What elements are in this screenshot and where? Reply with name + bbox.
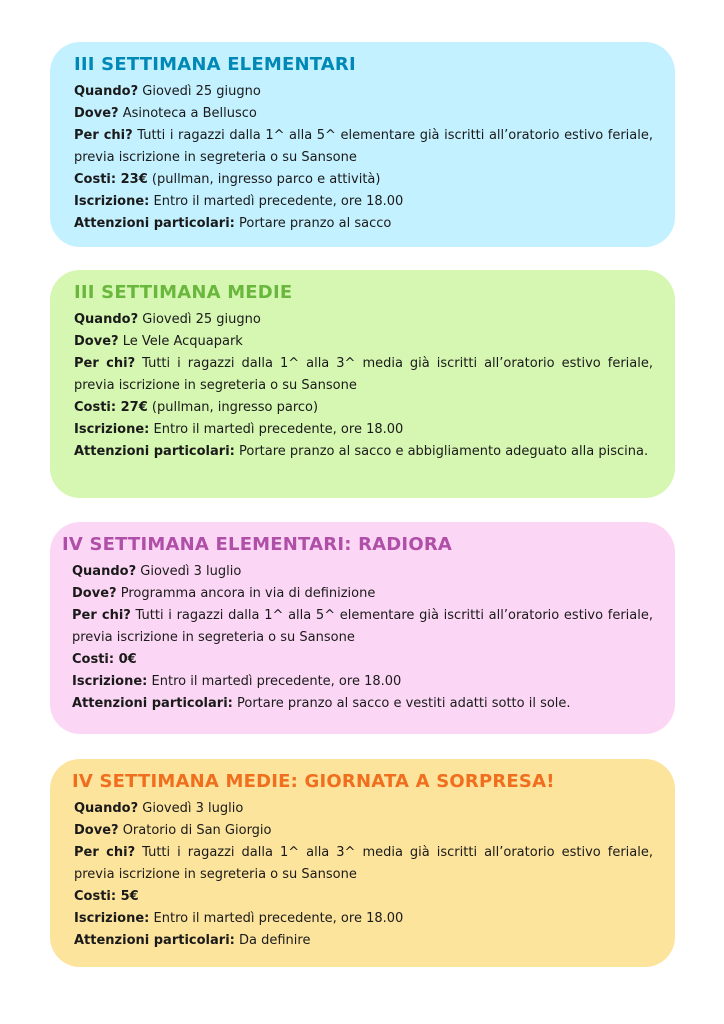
card-title: IV SETTIMANA ELEMENTARI: RADIORA xyxy=(62,534,453,555)
card-title: III SETTIMANA ELEMENTARI xyxy=(74,54,356,75)
row-attenzioni: Attenzioni particolari: Portare pranzo al sacco e abbigliamento adeguato alla piscina. xyxy=(74,444,649,459)
row-iscrizione: Iscrizione: Entro il martedì precedente, ore 18.00 xyxy=(72,674,402,689)
row-dove: Dove? Programma ancora in via di definizione xyxy=(72,586,376,601)
row-costi: Costi: 23€ (pullman, ingresso parco e attività) xyxy=(74,172,381,187)
row-attenzioni: Attenzioni particolari: Portare pranzo al sacco e vestiti adatti sotto il sole. xyxy=(72,696,571,711)
row-costi: Costi: 27€ (pullman, ingresso parco) xyxy=(74,400,319,415)
card-title: III SETTIMANA MEDIE xyxy=(74,282,293,303)
row-attenzioni: Attenzioni particolari: Da definire xyxy=(74,933,311,948)
row-dove: Dove? Asinoteca a Bellusco xyxy=(74,106,257,121)
event-card-medie-3 xyxy=(50,270,675,498)
row-iscrizione: Iscrizione: Entro il martedì precedente, ore 18.00 xyxy=(74,911,404,926)
row-quando: Quando? Giovedì 3 luglio xyxy=(74,801,244,816)
row-dove: Dove? Le Vele Acquapark xyxy=(74,334,243,349)
row-per-chi: Per chi? Tutti i ragazzi dalla 1^ alla 3^ media già iscritti all’oratorio estivo feriale, previa iscrizione in segreteria o su Sansone xyxy=(74,845,653,882)
event-card-elementari-3 xyxy=(50,42,675,247)
row-quando: Quando? Giovedì 25 giugno xyxy=(74,84,261,99)
event-card-elementari-4 xyxy=(50,522,675,734)
row-iscrizione: Iscrizione: Entro il martedì precedente, ore 18.00 xyxy=(74,194,404,209)
card-title: IV SETTIMANA MEDIE: GIORNATA A SORPRESA! xyxy=(72,771,555,792)
row-quando: Quando? Giovedì 25 giugno xyxy=(74,312,261,327)
row-per-chi: Per chi? Tutti i ragazzi dalla 1^ alla 5^ elementare già iscritti all’oratorio estivo feriale, previa iscrizione in segreteria o su Sansone xyxy=(72,608,654,645)
event-card-medie-4 xyxy=(50,759,675,967)
row-attenzioni: Attenzioni particolari: Portare pranzo al sacco xyxy=(74,216,392,231)
row-costi: Costi: 5€ xyxy=(74,889,139,904)
row-iscrizione: Iscrizione: Entro il martedì precedente, ore 18.00 xyxy=(74,422,404,437)
row-per-chi: Per chi? Tutti i ragazzi dalla 1^ alla 5^ elementare già iscritti all’oratorio estivo feriale, previa iscrizione in segreteria o su Sansone xyxy=(74,128,653,165)
row-quando: Quando? Giovedì 3 luglio xyxy=(72,564,242,579)
row-per-chi: Per chi? Tutti i ragazzi dalla 1^ alla 3^ media già iscritti all’oratorio estivo feriale, previa iscrizione in segreteria o su Sansone xyxy=(74,356,653,393)
row-costi: Costi: 0€ xyxy=(72,652,137,667)
row-dove: Dove? Oratorio di San Giorgio xyxy=(74,823,272,838)
